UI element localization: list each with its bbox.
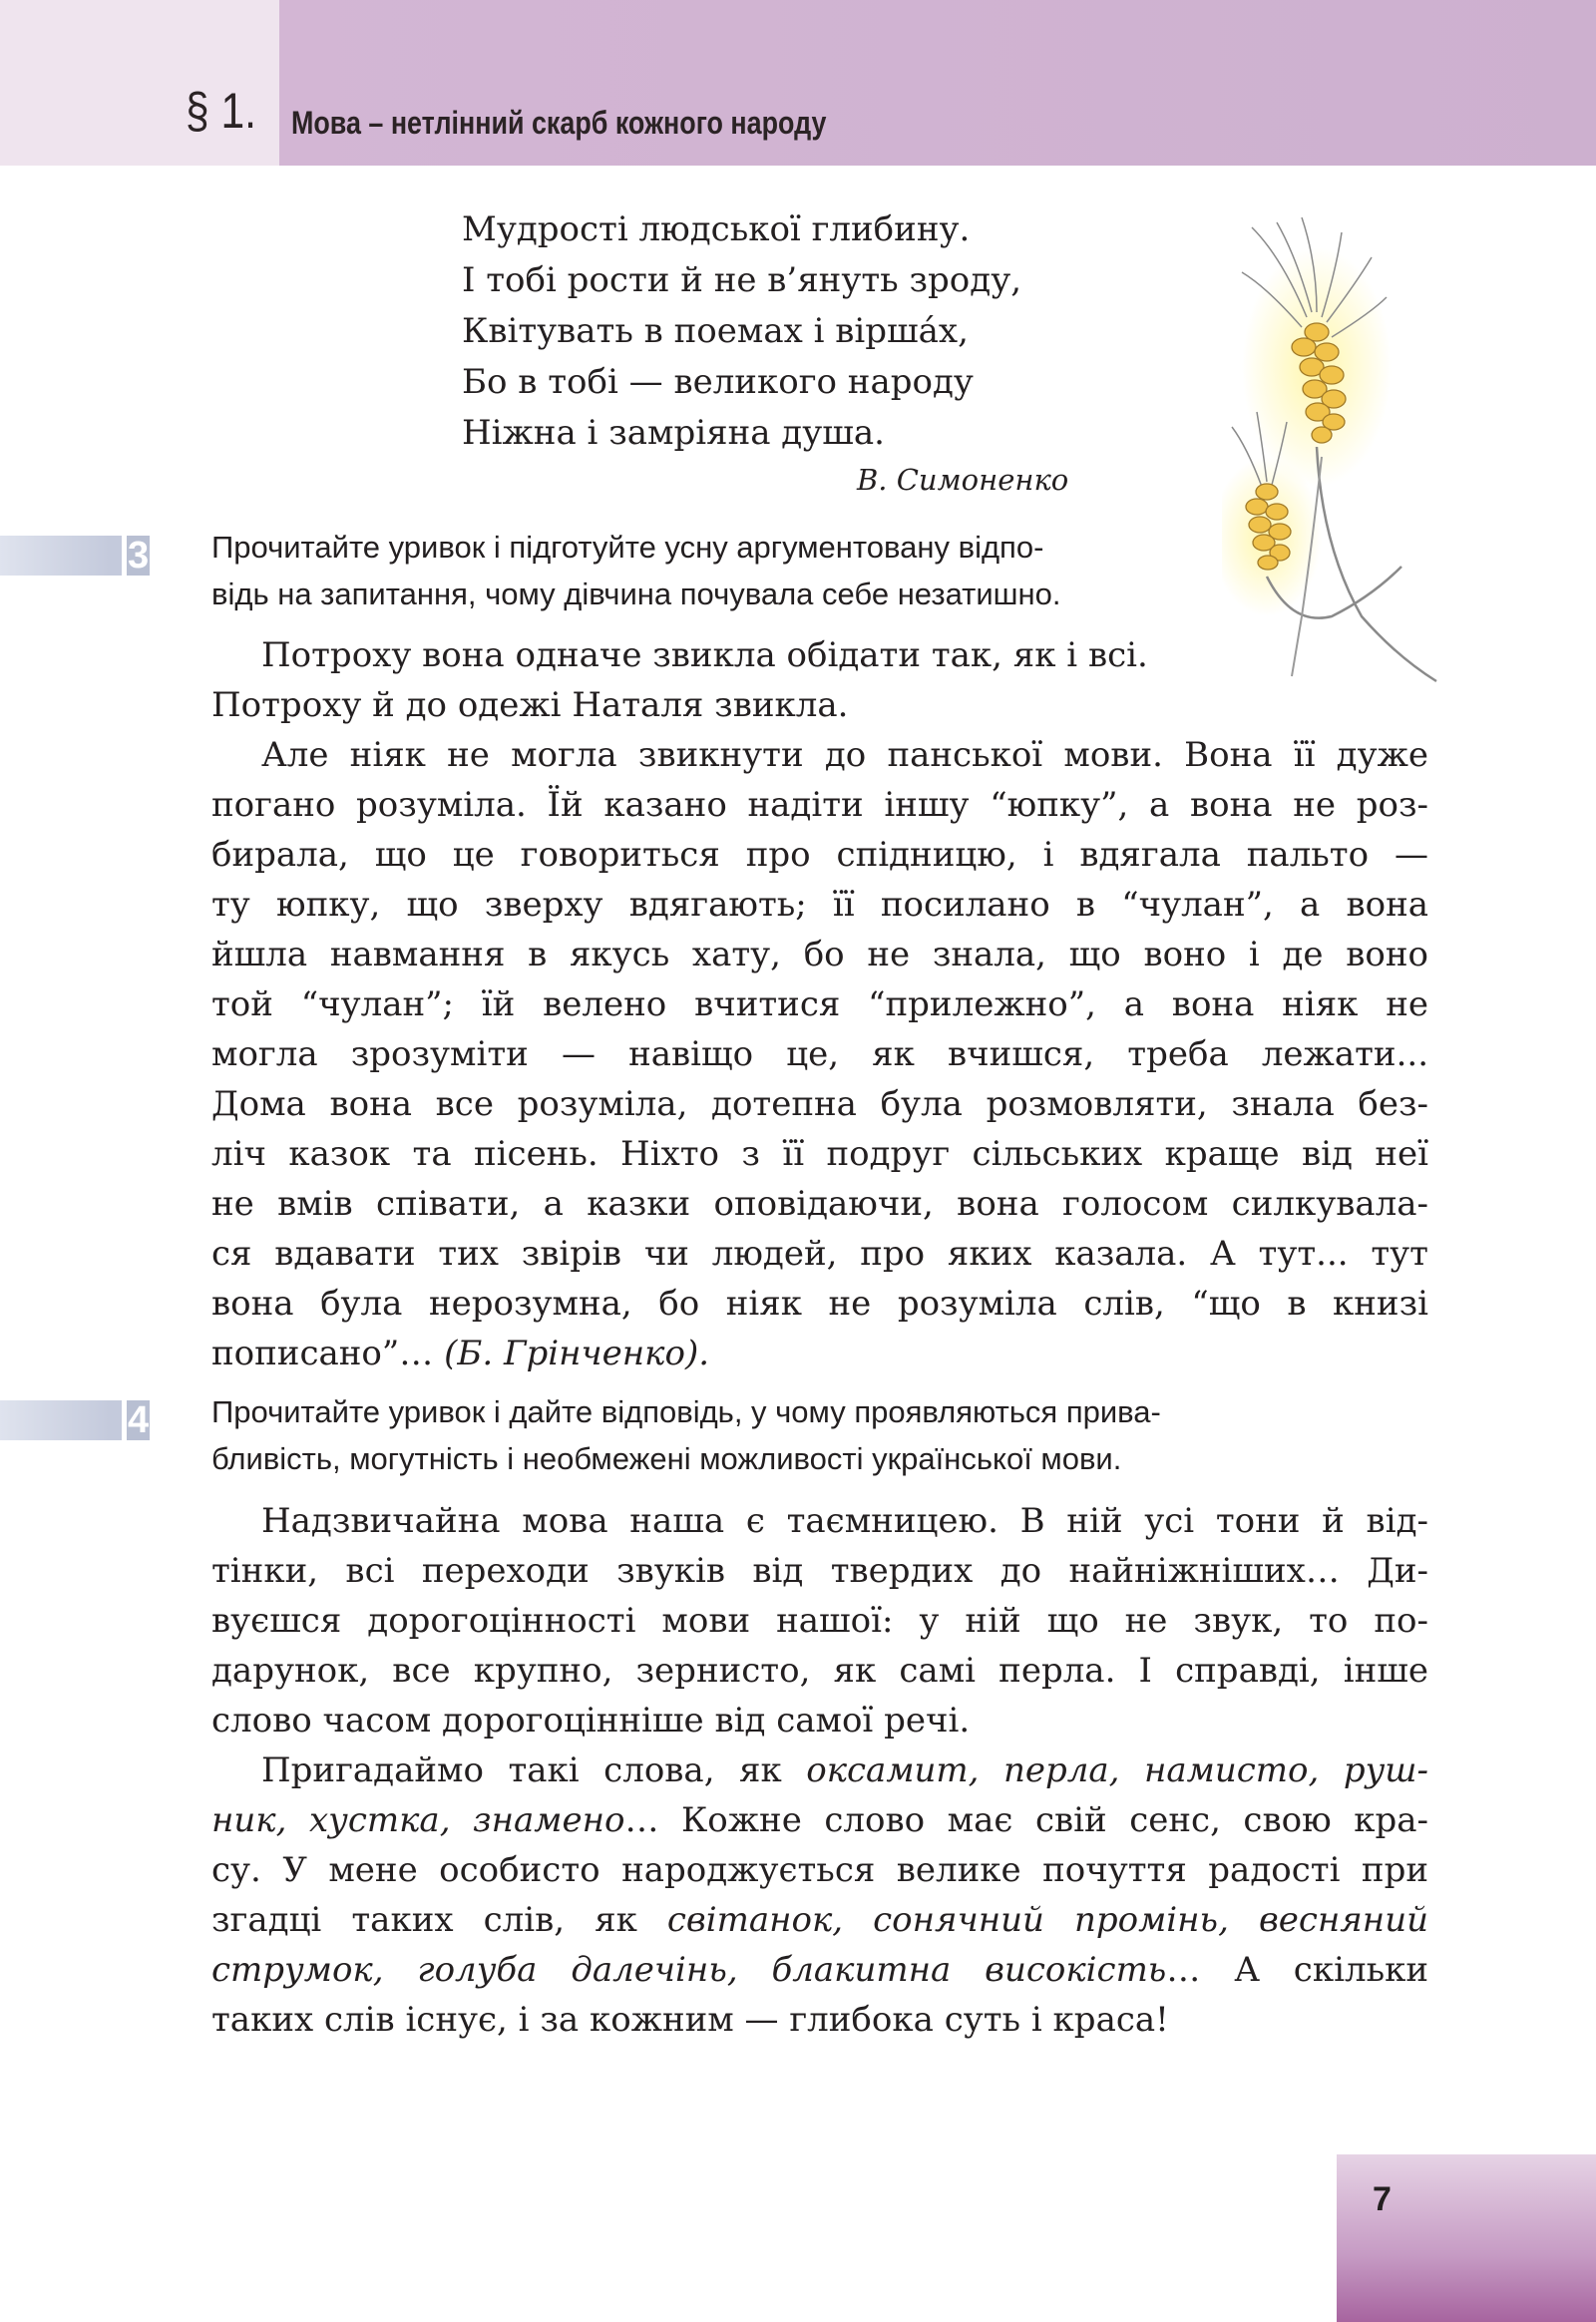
excerpt — [211, 630, 1428, 1378]
italic-words: оксамит, перла, намисто, руш- — [806, 1750, 1428, 1790]
poem-line: І тобі рости й не в’януть зроду, — [462, 260, 1021, 300]
task-instruction — [211, 524, 1229, 617]
poem-line: Бо в тобі — великого народу — [462, 362, 974, 402]
italic-words: ник, хустка, знамено — [211, 1800, 625, 1840]
source-citation: (Б. Грінченко). — [444, 1334, 710, 1373]
text-fragment: згадці таких слів, як — [211, 1900, 667, 1940]
text-line — [211, 1745, 1428, 1795]
text-line: таких слів існує, і за кожним — глибока суть і краса! — [211, 2000, 1169, 2040]
page-number: 7 — [1373, 2180, 1392, 2218]
text-line: су. У мене особисто народжується велике почуття радості при — [211, 1850, 1428, 1890]
text-line: тінки, всі переходи звуків від твердих до найніжніших… Ди- — [211, 1551, 1428, 1591]
text-line: ліч казок та пісень. Ніхто з її подруг сільських краще від неї — [211, 1134, 1428, 1174]
task-line: Прочитайте уривок і дайте відповідь, у чому проявляються прива- — [211, 1394, 1161, 1429]
poem — [462, 204, 1021, 459]
text-line: вона була нерозумна, бо ніяк не розуміла слів, “що в книзі — [211, 1284, 1428, 1324]
chapter-title: Мова – нетлінний скарб кожного народу — [291, 105, 827, 141]
task-instruction — [211, 1388, 1229, 1482]
page-header — [0, 0, 1596, 166]
text-line: могла зрозуміти — навіщо це, як вчишся, треба лежати... — [211, 1034, 1428, 1074]
text-line: вуєшся дорогоцінності мови нашої: у ній що не звук, то по- — [211, 1601, 1428, 1641]
poem-author: В. Симоненко — [857, 463, 1069, 497]
task-line: відь на запитання, чому дівчина почувала себе незатишно. — [211, 577, 1061, 611]
paragraph-number: § 1. — [186, 83, 256, 139]
text-line: йшла навмання в якусь хату, бо не знала, що воно і де воно — [211, 935, 1428, 974]
text-line: ся вдавати тих звірів чи людей, про яких казала. А тут... тут — [211, 1234, 1428, 1274]
text-fragment: … А скільки — [1166, 1950, 1428, 1990]
text-line: слово часом дорогоцінніше від самої речі. — [211, 1701, 971, 1741]
italic-words: світанок, сонячний промінь, весняний — [666, 1900, 1428, 1940]
text-line: бирала, що це говориться про спідницю, і вдягала пальто — — [211, 835, 1428, 875]
poem-line: Ніжна і замріяна душа. — [462, 413, 885, 453]
text-line: Потроху вона одначе звикла обідати так, як і всі. — [261, 635, 1148, 675]
task-line: Прочитайте уривок і підготуйте усну аргументовану відпо- — [211, 530, 1044, 565]
poem-line: Мудрості людської глибину. — [462, 209, 971, 249]
text-line: Дома вона все розуміла, дотепна була розмовляти, знала без- — [211, 1084, 1428, 1124]
text-line: ту юпку, що зверху вдягають; її посилано в “чулан”, а вона — [211, 885, 1428, 925]
text-line: погано розуміла. Їй казано надіти іншу “юпку”, а вона не роз- — [211, 785, 1428, 825]
excerpt — [211, 1496, 1428, 2045]
text-line — [211, 1945, 1428, 1995]
text-line — [211, 1895, 1428, 1945]
text-line: Надзвичайна мова наша є таємницею. В ній усі тони й від- — [261, 1501, 1428, 1541]
text-line — [211, 1329, 1428, 1378]
italic-words: струмок, голуба далечінь, блакитна високість — [211, 1950, 1167, 1990]
task-number: 3 — [128, 535, 150, 577]
text-line — [211, 1795, 1428, 1845]
text-line: Потроху й до одежі Наталя звикла. — [211, 685, 849, 725]
text-fragment: Пригадаймо такі слова, як — [261, 1750, 807, 1790]
task-number: 4 — [128, 1399, 150, 1441]
wheat-illustration — [1222, 217, 1446, 686]
text-line: той “чулан”; їй велено вчитися “прилежно”, а вона ніяк не — [211, 984, 1428, 1024]
task-line: бливість, могутність і необмежені можливості української мови. — [211, 1441, 1122, 1476]
text-line: дарунок, все крупно, зернисто, як самі перла. І справді, інше — [211, 1651, 1428, 1691]
text-fragment: пописано”… — [211, 1334, 445, 1373]
text-line: Але ніяк не могла звикнути до панської мови. Вона її дуже — [261, 735, 1428, 775]
poem-line: Квітувать в поемах і віршáх, — [462, 311, 969, 351]
text-fragment: … Кожне слово має свій сенс, свою кра- — [624, 1800, 1428, 1840]
text-line: не вмів співати, а казки оповідаючи, вона голосом силкувала- — [211, 1184, 1428, 1224]
